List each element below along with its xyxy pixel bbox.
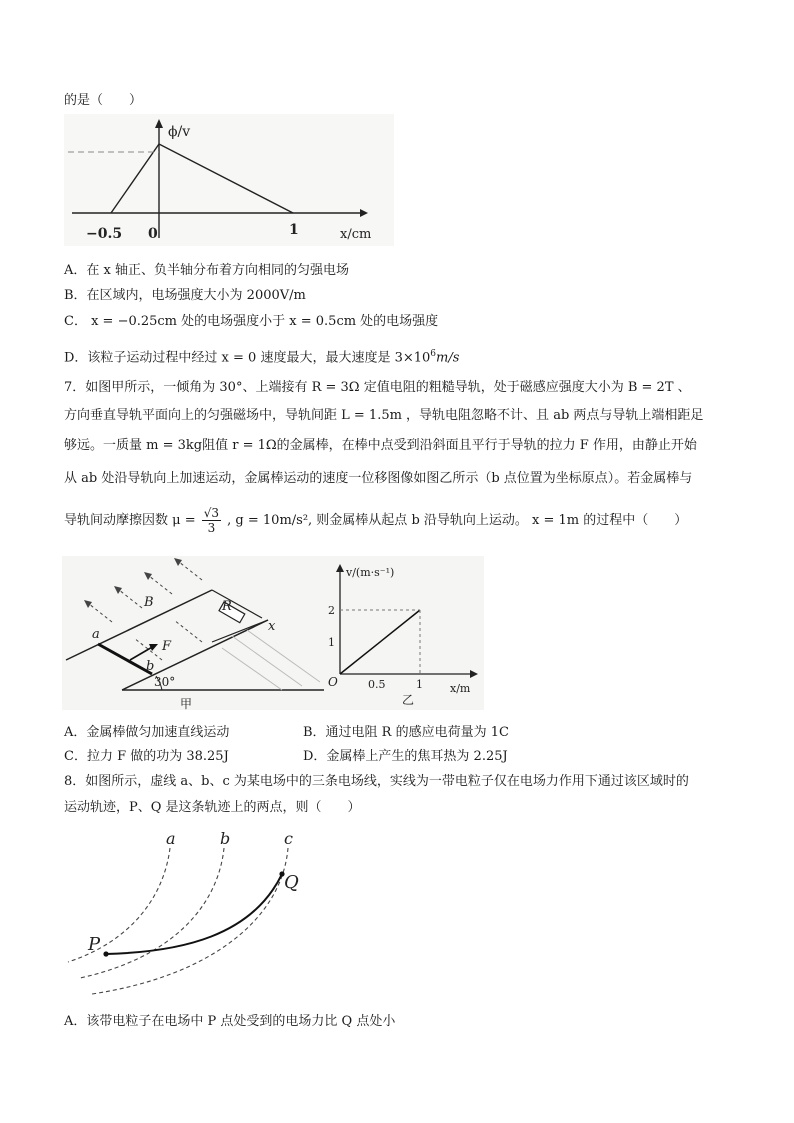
q7-line-5-pre: 导轨间动摩擦因数 μ = bbox=[64, 513, 196, 528]
jia-label-r: R bbox=[222, 599, 232, 614]
q8-trajectory bbox=[106, 874, 282, 954]
q8-label-a: a bbox=[166, 829, 176, 848]
q7-mu-fraction bbox=[202, 506, 221, 535]
q6-option-d-pre: D．该粒子运动过程中经过 x = 0 速度最大，最大速度是 3×10 bbox=[64, 350, 431, 366]
q7-figure-yi bbox=[324, 556, 484, 710]
q6-potential-graph bbox=[64, 114, 394, 246]
q8-line-2: 运动轨迹，P、Q 是这条轨迹上的两点，则（ ） bbox=[64, 800, 361, 815]
q6-option-a: A．在 x 轴正、负半轴分布着方向相同的匀强电场 bbox=[64, 263, 349, 278]
q6-tick-neg: −0.5 bbox=[86, 226, 123, 242]
q7-line-3: 够远。一质量 m = 3kg阻值 r = 1Ω的金属棒，在棒中点受到沿斜面且平行于导轨的拉力 F 作用，由静止开始 bbox=[64, 438, 697, 453]
q6-tick-one: 1 bbox=[289, 222, 299, 238]
q6-tick-zero: 0 bbox=[148, 226, 158, 242]
q6-option-d-exp: 6 bbox=[430, 349, 437, 359]
jia-label-b-field: B bbox=[144, 595, 154, 610]
q8-field-figure bbox=[62, 826, 322, 998]
q8-point-p bbox=[103, 951, 108, 956]
q7-option-d: D．金属棒上产生的焦耳热为 2.25J bbox=[303, 749, 508, 764]
jia-caption: 甲 bbox=[180, 697, 193, 710]
q7-line-2: 方向垂直导轨平面向上的匀强磁场中，导轨间距 L = 1.5m ，导轨电阻忽略不计、且 ab 两点与导轨上端相距足 bbox=[64, 408, 704, 423]
q7-line-5 bbox=[64, 504, 687, 538]
q6-option-d bbox=[64, 345, 459, 367]
q6-option-c: C． x = −0.25cm 处的电场强度小于 x = 0.5cm 处的电场强度 bbox=[64, 314, 439, 329]
q8-option-a: A．该带电粒子在电场中 P 点处受到的电场力比 Q 点处小 bbox=[64, 1014, 396, 1029]
q8-line-1: 8．如图所示，虚线 a、b、c 为某电场中的三条电场线，实线为一带电粒子仅在电场力作用下通过该区域时的 bbox=[64, 774, 689, 789]
q8-field-line-a bbox=[68, 848, 170, 962]
q7-figure-jia bbox=[62, 556, 324, 710]
yi-x-label: x/m bbox=[450, 682, 471, 695]
q8-label-p: P bbox=[88, 934, 101, 955]
q6-option-d-post: m/s bbox=[436, 350, 460, 366]
yi-tick-y1: 1 bbox=[328, 636, 335, 649]
yi-tick-x05: 0.5 bbox=[368, 678, 386, 691]
q8-label-c: c bbox=[284, 829, 293, 848]
q7-line-5-post: , g = 10m/s², 则金属棒从起点 b 沿导轨向上运动。 x = 1m 的过程中（ ） bbox=[227, 513, 688, 528]
q8-label-q: Q bbox=[284, 872, 299, 893]
q7-option-a: A．金属棒做匀加速直线运动 bbox=[64, 725, 230, 740]
jia-label-b: b bbox=[146, 659, 155, 674]
q8-label-b: b bbox=[220, 829, 231, 848]
yi-tick-y2: 2 bbox=[328, 604, 335, 617]
q7-line-4: 从 ab 处沿导轨向上加速运动，金属棒运动的速度一位移图像如图乙所示（b 点位置为坐标原点）。若金属棒与 bbox=[64, 471, 693, 486]
q7-option-c: C．拉力 F 做的功为 38.25J bbox=[64, 749, 229, 764]
q7-line-1: 7．如图甲所示，一倾角为 30°、上端接有 R = 3Ω 定值电阻的粗糙导轨，处于磁感应强度大小为 B = 2T 、 bbox=[64, 380, 691, 395]
q7-frac-num: √3 bbox=[203, 506, 220, 520]
q6-x-label: x/cm bbox=[340, 227, 372, 242]
q8-field-line-c bbox=[92, 848, 288, 994]
q7-frac-den: 3 bbox=[207, 521, 216, 535]
q6-option-b: B．在区域内，电场强度大小为 2000V/m bbox=[64, 288, 306, 303]
yi-caption: 乙 bbox=[402, 693, 415, 707]
yi-origin: O bbox=[328, 675, 338, 689]
jia-label-a: a bbox=[92, 627, 100, 642]
q6-stem-tail: 的是（ ） bbox=[64, 93, 143, 108]
jia-label-x: x bbox=[268, 619, 276, 634]
q7-option-b: B．通过电阻 R 的感应电荷量为 1C bbox=[303, 725, 509, 740]
yi-tick-x1: 1 bbox=[416, 678, 423, 691]
q8-field-line-b bbox=[80, 848, 224, 978]
yi-y-label: v/(m·s⁻¹) bbox=[346, 566, 395, 579]
jia-angle-label: 30° bbox=[154, 675, 176, 689]
jia-label-f: F bbox=[162, 639, 172, 654]
q6-y-label: ϕ/v bbox=[168, 124, 191, 140]
